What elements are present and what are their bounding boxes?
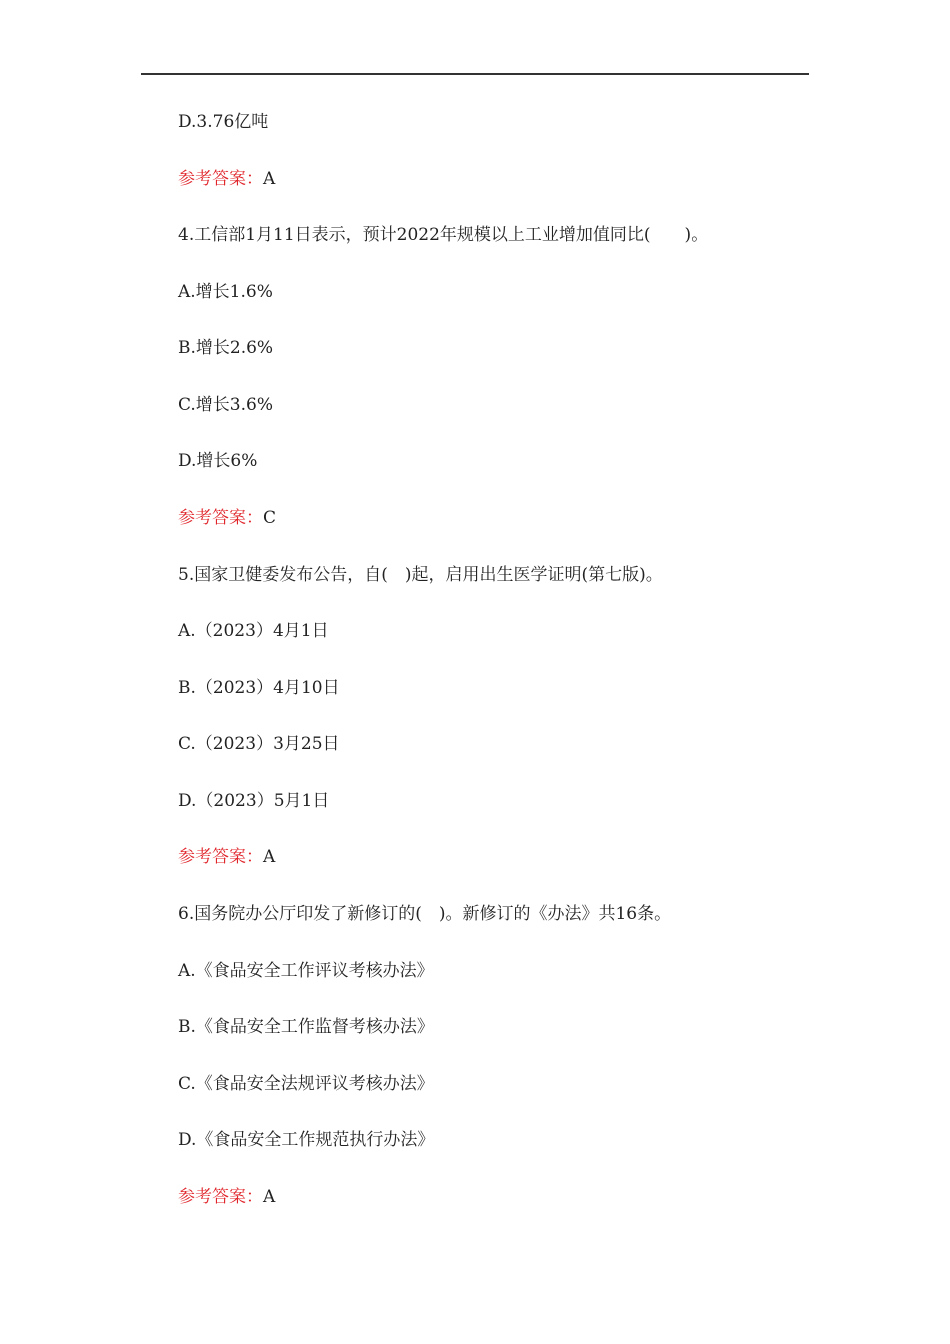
q4-option-d: D.增长6%	[178, 451, 258, 471]
q6-option-a: A.《食品安全工作评议考核办法》	[178, 961, 434, 981]
q4-answer	[178, 506, 276, 530]
q6-option-d: D.《食品安全工作规范执行办法》	[178, 1130, 435, 1150]
header-rule	[141, 73, 809, 75]
answer-label: 参考答案：	[178, 1187, 263, 1207]
q4-option-b: B.增长2.6%	[178, 338, 274, 358]
q5-option-d: D.（2023）5月1日	[178, 791, 330, 811]
answer-label: 参考答案：	[178, 508, 263, 528]
answer-value: C	[263, 508, 277, 528]
answer-label: 参考答案：	[178, 847, 263, 867]
answer-value: A	[263, 847, 276, 867]
q5-option-a: A.（2023）4月1日	[178, 621, 329, 641]
q4-option-c: C.增长3.6%	[178, 395, 273, 415]
q3-option-d: D.3.76亿吨	[178, 112, 269, 132]
q4-option-a: A.增长1.6%	[178, 282, 273, 302]
q6-option-b: B.《食品安全工作监督考核办法》	[178, 1017, 434, 1037]
q5-option-b: B.（2023）4月10日	[178, 678, 340, 698]
q6-question: 6.国务院办公厅印发了新修订的( )。新修订的《办法》共16条。	[178, 904, 672, 924]
q5-answer	[178, 845, 275, 869]
q4-question: 4.工信部1月11日表示，预计2022年规模以上工业增加值同比( )。	[178, 225, 709, 245]
q3-answer	[178, 167, 275, 191]
q6-option-c: C.《食品安全法规评议考核办法》	[178, 1074, 434, 1094]
q6-answer	[178, 1185, 275, 1209]
answer-value: A	[263, 169, 276, 189]
q5-question: 5.国家卫健委发布公告，自( )起，启用出生医学证明(第七版)。	[178, 565, 663, 585]
q5-option-c: C.（2023）3月25日	[178, 734, 340, 754]
answer-label: 参考答案：	[178, 169, 263, 189]
answer-value: A	[263, 1187, 276, 1207]
